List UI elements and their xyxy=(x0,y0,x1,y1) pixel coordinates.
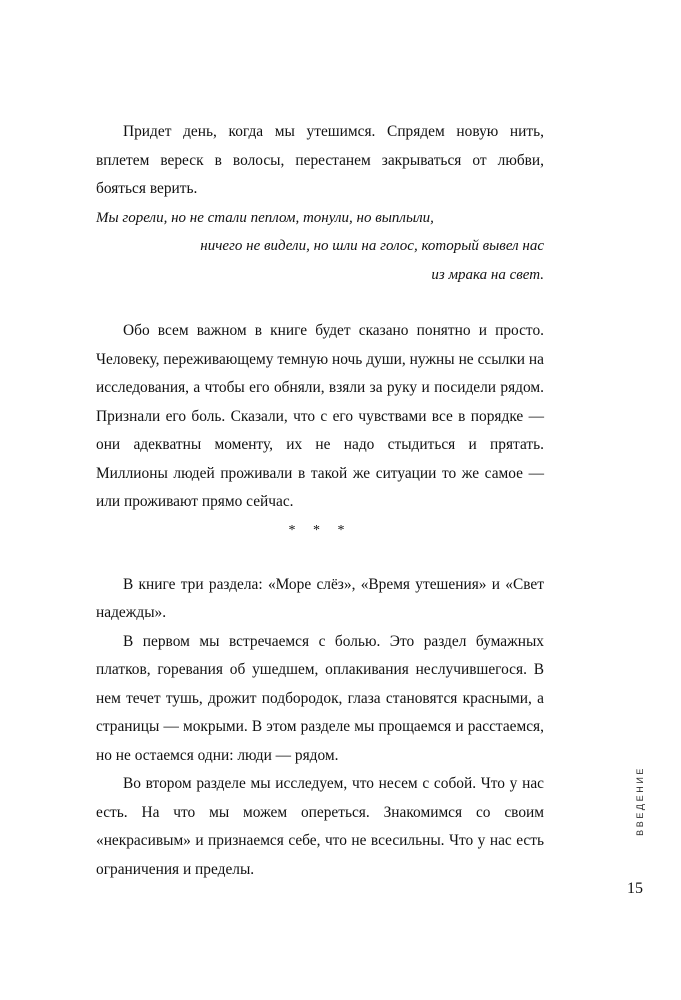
section-divider-stars: * * * xyxy=(288,522,352,538)
verse-line-3: из мрака на свет. xyxy=(431,266,544,283)
verse-line-1: Мы горели, но не стали пеплом, тонули, но выплыли, xyxy=(96,209,434,226)
paragraph-1: Придет день, когда мы утешимся. Спрядем новую нить, вплетем вереск в волосы, перестанем закрываться от любви, бояться верить. xyxy=(96,123,544,197)
running-head: ВВЕДЕНИЕ xyxy=(635,766,645,836)
paragraph-4: В первом мы встречаемся с болью. Это раздел бумажных платков, горевания об ушедшем, оплакивания неслучившегося. В нем течет тушь, дрожит подбородок, глаза становятся красными, а страницы — мокрыми. В этом разделе мы прощаемся и расстаемся, но не остаемся одни: люди — рядом. xyxy=(96,632,544,764)
paragraph-3: В книге три раздела: «Море слёз», «Время утешения» и «Свет надежды». xyxy=(96,575,544,621)
paragraph-5: Во втором разделе мы исследуем, что несем с собой. Что у нас есть. На что мы можем опереться. Знакомимся со своим «некрасивым» и признаемся себе, что не всесильны. Что у нас есть ограничения и пределы. xyxy=(96,775,544,878)
paragraph-2: Обо всем важном в книге будет сказано понятно и просто. Человеку, переживающему темную ночь души, нужны не ссылки на исследования, а чтобы его обняли, взяли за руку и посидели рядом. Признали его боль. Сказали, что с его чувствами все в порядке — они адекватны моменту, их не надо стыдиться и прятать. Миллионы людей проживали в такой же ситуации то же самое — или проживают прямо сейчас. xyxy=(96,322,544,510)
page-number: 15 xyxy=(627,880,643,897)
verse-line-2: ничего не видели, но шли на голос, который вывел нас xyxy=(200,238,544,254)
page-text-column xyxy=(96,118,544,884)
verse-block xyxy=(96,204,544,290)
